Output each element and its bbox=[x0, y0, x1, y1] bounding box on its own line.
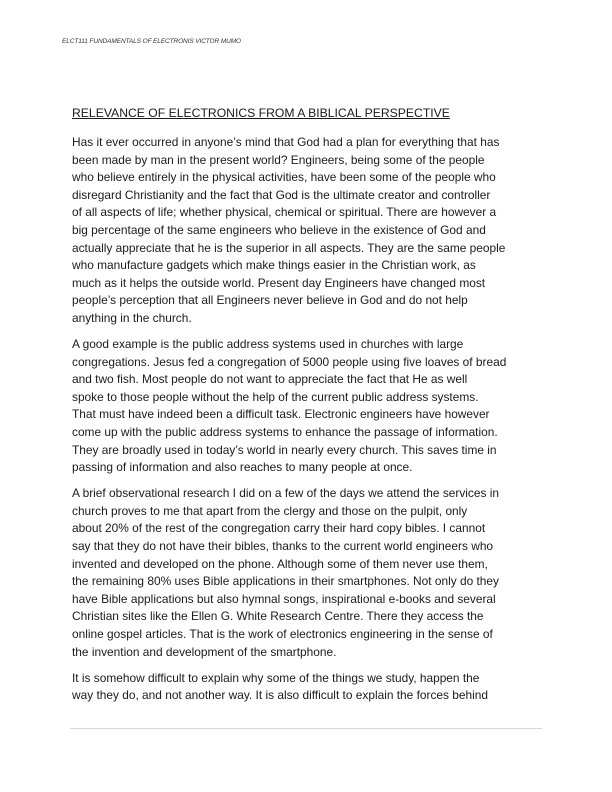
paragraph bbox=[72, 485, 542, 661]
text-line: way they do, and not another way. It is also difficult to explain the forces behind bbox=[72, 688, 488, 703]
text-line: actually appreciate that he is the superior in all aspects. They are the same people bbox=[72, 240, 506, 255]
text-line: A good example is the public address systems used in churches with large bbox=[72, 337, 464, 352]
text-line: church proves to me that apart from the clergy and those on the pulpit, only bbox=[72, 503, 468, 518]
text-line: invented and developed on the phone. Although some of them never use them, bbox=[72, 556, 488, 571]
text-line: Has it ever occurred in anyone’s mind that God had a plan for everything that has bbox=[72, 135, 500, 149]
text-line: who manufacture gadgets which make things easier in the Christian work, as bbox=[72, 258, 476, 273]
text-line: about 20% of the rest of the congregation carry their hard copy bibles. I cannot bbox=[72, 521, 486, 536]
text-line: disregard Christianity and the fact that God is the ultimate creator and controller bbox=[72, 187, 491, 202]
paragraph bbox=[72, 336, 542, 477]
text-line: the invention and development of the smartphone. bbox=[72, 644, 337, 659]
page-divider bbox=[70, 728, 542, 729]
text-line: and two fish. Most people do not want to appreciate the fact that He as well bbox=[72, 372, 468, 387]
text-line: come up with the public address systems to enhance the passage of information. bbox=[72, 425, 498, 439]
text-line: say that they do not have their bibles, thanks to the current world engineers who bbox=[72, 539, 494, 554]
text-line: been made by man in the present world? Engineers, being some of the people bbox=[72, 152, 485, 167]
paragraph bbox=[72, 134, 542, 328]
text-line: Christian sites like the Ellen G. White Research Centre. There they access the bbox=[72, 609, 484, 624]
text-line: passing of information and also reaches to many people at once. bbox=[72, 460, 413, 475]
text-line: congregations. Jesus fed a congregation of 5000 people using five loaves of bread bbox=[72, 354, 507, 369]
text-line: anything in the church. bbox=[72, 310, 192, 325]
text-line: A brief observational research I did on a few of the days we attend the services in bbox=[72, 486, 499, 501]
text-line: That must have indeed been a difficult task. Electronic engineers have however bbox=[72, 407, 490, 422]
document-body bbox=[72, 134, 542, 713]
text-line: online gospel articles. That is the work of electronics engineering in the sense of bbox=[72, 627, 493, 642]
text-line: have Bible applications but also hymnal songs, inspirational e-books and several bbox=[72, 591, 496, 606]
text-line: of all aspects of life; whether physical, chemical or spiritual. There are however a bbox=[72, 205, 497, 220]
text-line: big percentage of the same engineers who believe in the existence of God and bbox=[72, 222, 486, 237]
text-line: who believe entirely in the physical activities, have been some of the people who bbox=[72, 170, 496, 185]
text-line: the remaining 80% uses Bible applications in their smartphones. Not only do they bbox=[72, 574, 499, 589]
text-line: It is somehow difficult to explain why some of the things we study, happen the bbox=[72, 670, 480, 685]
paragraph bbox=[72, 670, 542, 705]
document-title: RELEVANCE OF ELECTRONICS FROM A BIBLICAL PERSPECTIVE bbox=[72, 106, 450, 120]
page-header: ELCT111 FUNDAMENTALS OF ELECTRONIS VICTOR MUMO bbox=[62, 38, 241, 45]
text-line: spoke to those people without the help of the current public address systems. bbox=[72, 389, 479, 404]
text-line: people’s perception that all Engineers never believe in God and do not help bbox=[72, 293, 468, 308]
text-line: They are broadly used in today’s world in nearly every church. This saves time in bbox=[72, 442, 497, 457]
text-line: much as it helps the outside world. Present day Engineers have changed most bbox=[72, 275, 486, 290]
